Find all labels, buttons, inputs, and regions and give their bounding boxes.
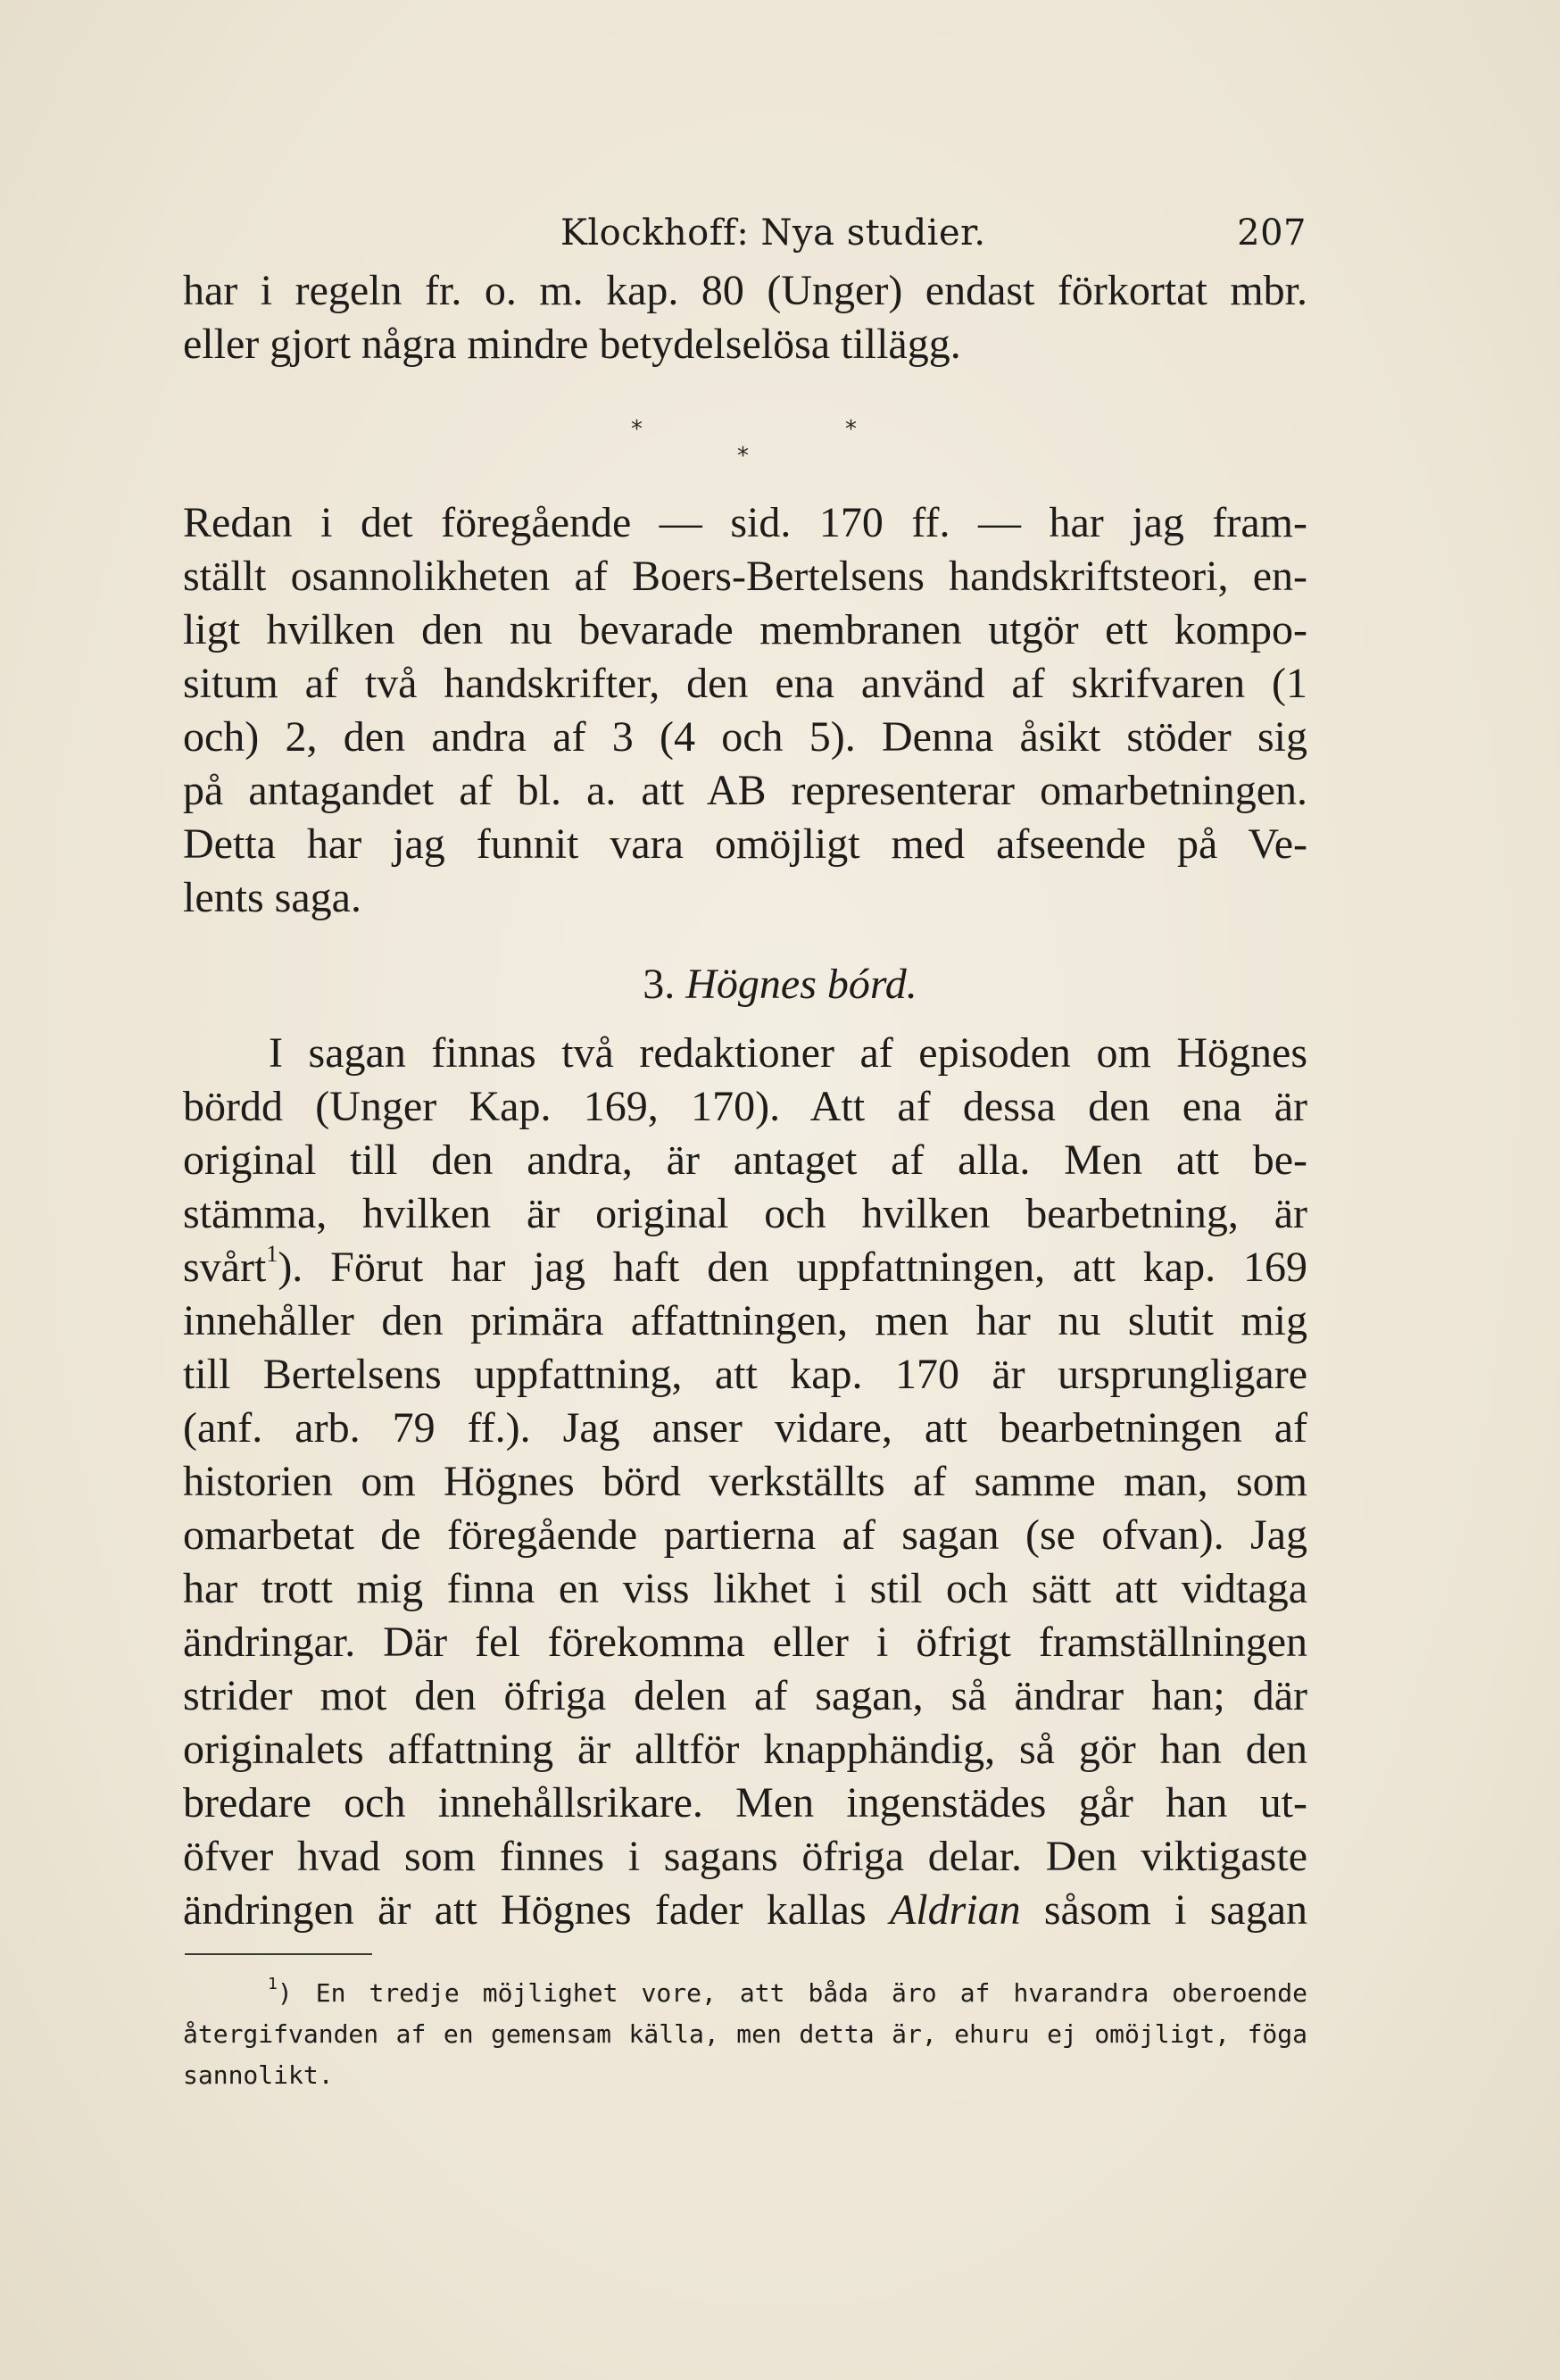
italic-name: Aldrian [889, 1886, 1021, 1934]
text-line: situm af två handskrifter, den ena använd af skrifvaren (1 [183, 660, 1307, 707]
section-heading [0, 960, 1560, 1009]
running-head-title: Klockhoff: Nya studier. [560, 212, 986, 254]
text-line: bredare och innehållsrikare. Men ingenstädes går han ut- [183, 1779, 1307, 1827]
text-fragment: såsom i sagan [1043, 1886, 1308, 1934]
separator-star: * [845, 416, 857, 443]
paragraph-redan [183, 496, 1307, 925]
text-line: har trott mig finna en viss likhet i stil och sätt att vidtaga [183, 1565, 1307, 1612]
running-head [186, 212, 1307, 266]
separator-star: * [737, 443, 749, 470]
text-line: original till den andra, är antaget af alla. Men att be- [183, 1136, 1307, 1184]
text-line-last [183, 1884, 1307, 1937]
footnote-line: återgifvanden af en gemensam källa, men detta är, ehuru ej omöjligt, föga [183, 2019, 1307, 2049]
footnote-line [183, 1973, 1307, 2014]
paragraph-hognes [183, 1027, 1307, 1937]
footnote-divider [185, 1953, 372, 1955]
text-line: Detta har jag funnit vara omöjligt med afseende på Ve- [183, 820, 1307, 868]
text-line: och) 2, den andra af 3 (4 och 5). Denna åsikt stöder sig [183, 713, 1307, 761]
footnote-reference[interactable]: 1 [266, 1241, 278, 1267]
text-line: originalets affattning är alltför knapphändig, så gör han den [183, 1726, 1307, 1773]
text-line: (anf. arb. 79 ff.). Jag anser vidare, att bearbetningen af [183, 1404, 1307, 1452]
section-number: 3. [643, 961, 676, 1008]
text-line: stämma, hvilken är original och hvilken bearbetning, är [183, 1190, 1307, 1237]
footnote-marker: 1 [268, 1975, 278, 1993]
text-line: lents saga. [183, 874, 361, 921]
text-line: strider mot den öfriga delen af sagan, så ändrar han; där [183, 1672, 1307, 1719]
text-line: har i regeln fr. o. m. kap. 80 (Unger) endast förkortat mbr. [183, 267, 1307, 314]
text-line: ställt osannolikheten af Boers-Bertelsens handskriftsteori, en- [183, 553, 1307, 600]
text-line: öfver hvad som finnes i sagans öfriga delar. Den viktigaste [183, 1833, 1307, 1880]
text-line: ändringar. Där fel förekomma eller i öfrigt framställningen [183, 1619, 1307, 1666]
intro-paragraph [183, 264, 1307, 371]
page-number: 207 [1237, 212, 1307, 254]
footnote [183, 1973, 1307, 2096]
text-line: historien om Högnes börd verkställts af samme man, som [183, 1458, 1307, 1505]
section-title: Högnes bórd. [685, 961, 917, 1008]
separator-star: * [631, 416, 643, 443]
text-line: omarbetat de föregående partierna af sagan (se ofvan). Jag [183, 1511, 1307, 1559]
text-fragment: ). Förut har jag haft den uppfattningen, att kap. 169 [278, 1244, 1307, 1291]
text-line: ligt hvilken den nu bevarade membranen utgör ett kompo- [183, 606, 1307, 653]
text-line: på antagandet af bl. a. att AB representerar omarbetningen. [183, 767, 1307, 814]
text-fragment: ändringen är att Högnes fader kallas [183, 1886, 867, 1934]
text-line: Redan i det föregående — sid. 170 ff. — har jag fram- [183, 499, 1307, 546]
text-line: till Bertelsens uppfattning, att kap. 170 är ursprungligare [183, 1351, 1307, 1398]
footnote-line: sannolikt. [183, 2060, 334, 2090]
text-line: bördd (Unger Kap. 169, 170). Att af dessa den ena är [183, 1083, 1307, 1130]
text-fragment: svårt [183, 1244, 267, 1291]
text-line-with-footnote [183, 1241, 1307, 1294]
text-line: I sagan finnas två redaktioner af episoden om Högnes [269, 1029, 1307, 1077]
text-line: innehåller den primära affattningen, men har nu slutit mig [183, 1297, 1307, 1344]
text-fragment: ) En tredje möjlighet vore, att båda äro af hvarandra oberoende [277, 1978, 1307, 2008]
text-line: eller gjort några mindre betydelselösa tillägg. [183, 320, 961, 368]
